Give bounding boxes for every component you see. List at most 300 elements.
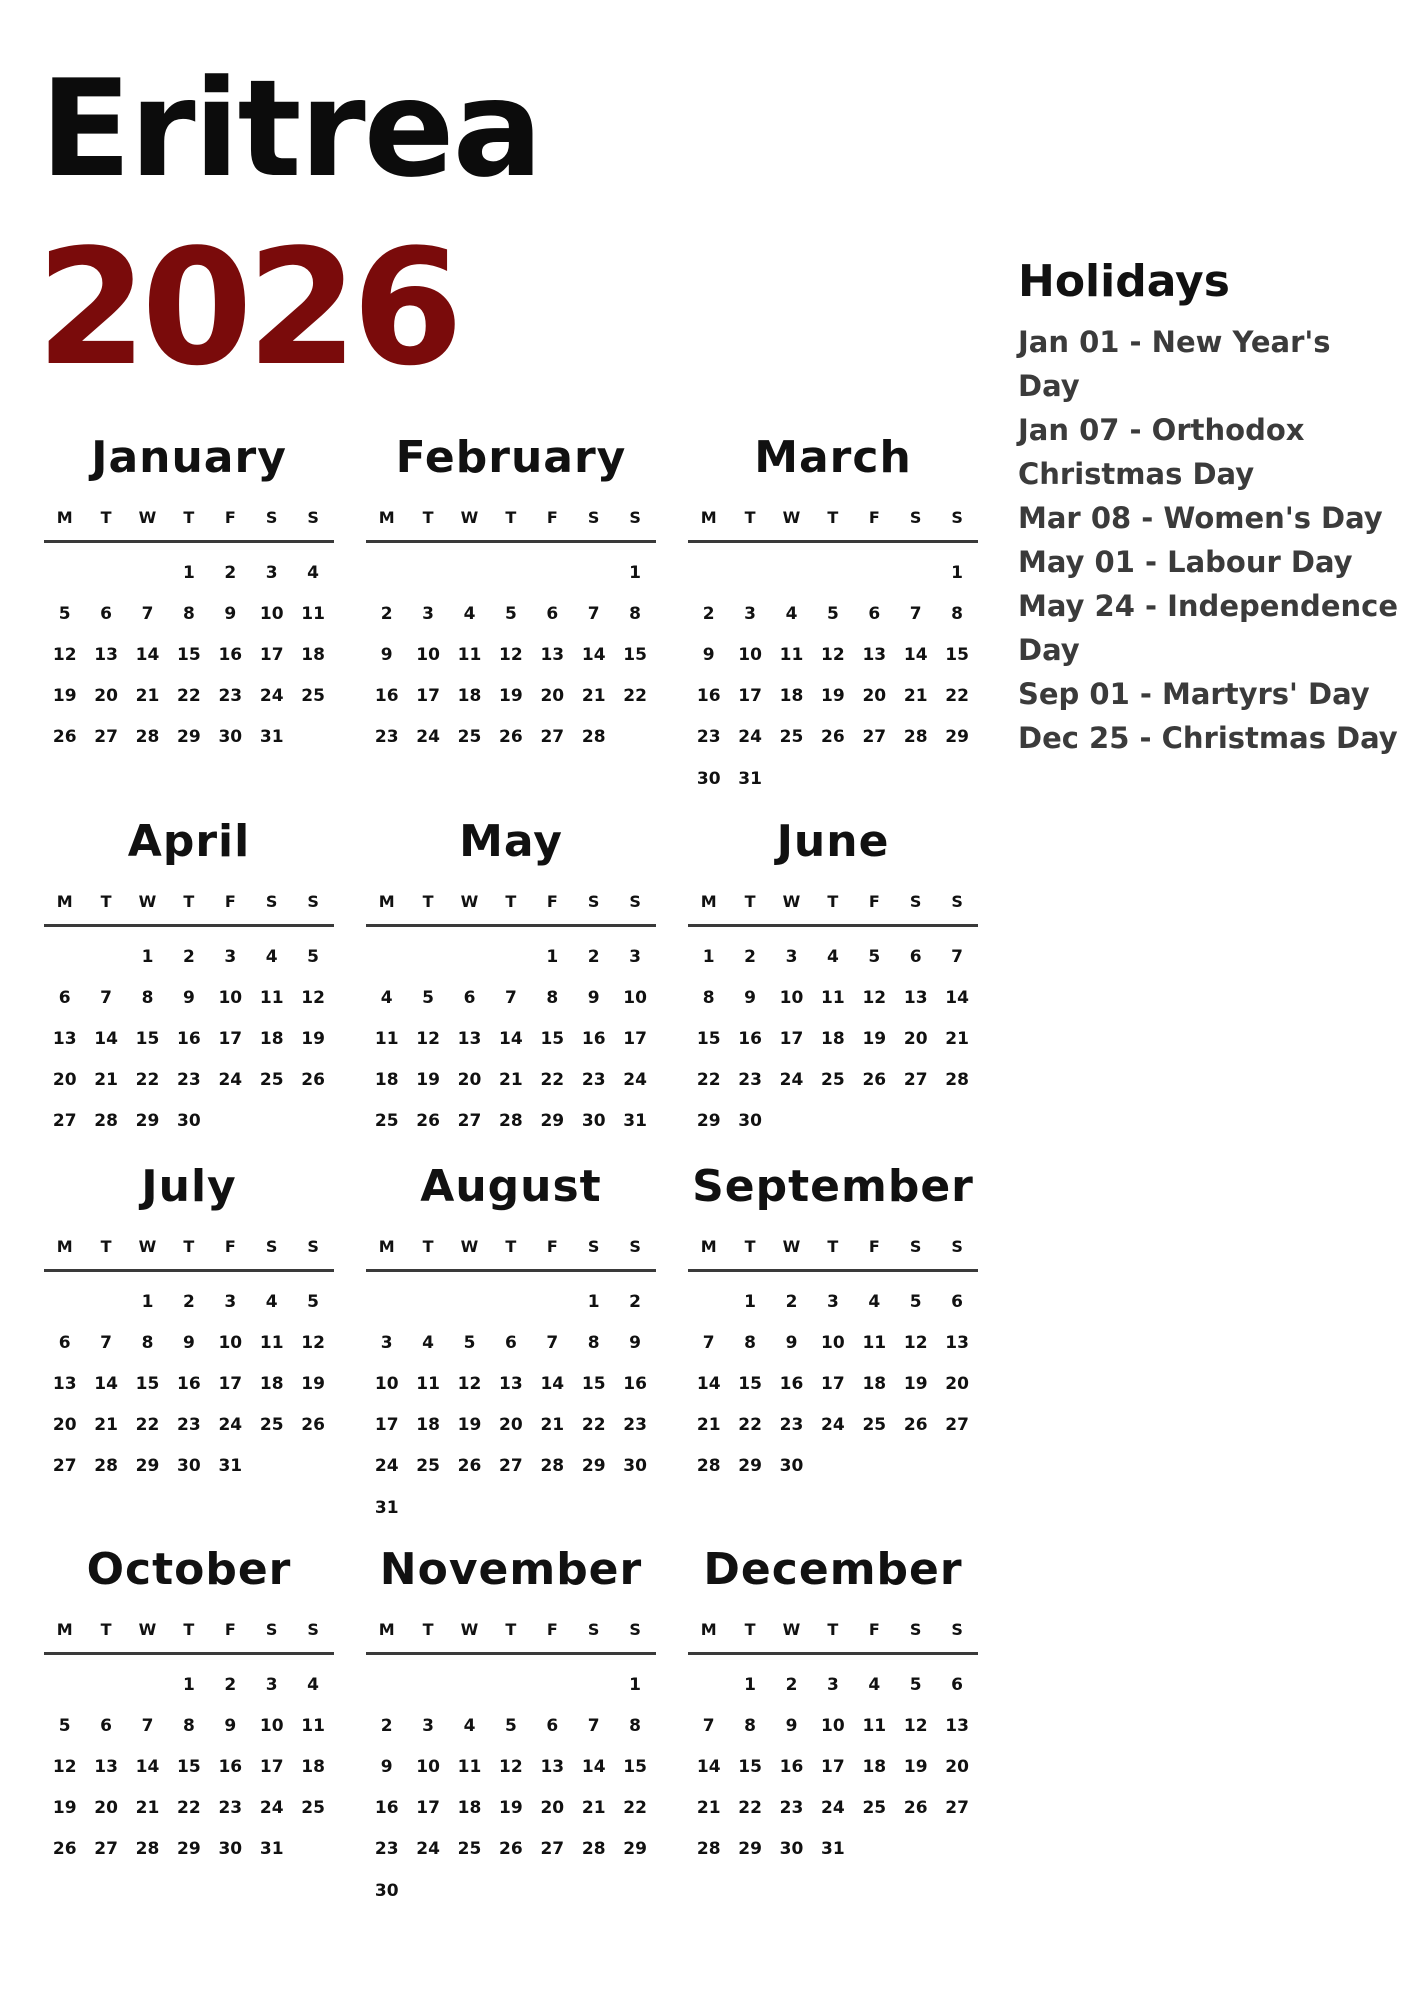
calendar-day: 17 bbox=[738, 686, 762, 706]
month-february bbox=[366, 430, 656, 790]
calendar-day: 25 bbox=[862, 1798, 887, 1818]
calendar-day: 15 bbox=[581, 1374, 606, 1394]
calendar-day: 8 bbox=[629, 1716, 641, 1736]
weekday-header: T bbox=[422, 1620, 434, 1639]
calendar-day: 20 bbox=[903, 1029, 928, 1049]
calendar-day: 6 bbox=[546, 604, 559, 624]
calendar-day: 2 bbox=[380, 1716, 393, 1736]
calendar-day: 12 bbox=[52, 645, 77, 665]
calendar-day: 13 bbox=[540, 645, 565, 665]
weekday-header: F bbox=[546, 1237, 558, 1256]
calendar-day: 11 bbox=[374, 1029, 399, 1049]
calendar-day: 4 bbox=[785, 604, 798, 624]
holiday-item: Mar 08 - Women's Day bbox=[1018, 501, 1383, 535]
weekday-header: S bbox=[307, 1237, 319, 1256]
weekday-header: T bbox=[744, 1237, 756, 1256]
calendar-day: 26 bbox=[301, 1415, 325, 1435]
calendar-day: 3 bbox=[265, 1675, 278, 1695]
calendar-day: 19 bbox=[301, 1374, 325, 1394]
header-divider bbox=[44, 924, 334, 927]
calendar-day: 31 bbox=[821, 1839, 845, 1859]
calendar-day: 23 bbox=[218, 1798, 243, 1818]
calendar-day: 12 bbox=[499, 645, 523, 665]
calendar-day: 22 bbox=[135, 1415, 160, 1435]
calendar-day: 18 bbox=[259, 1374, 284, 1394]
weekday-header: F bbox=[868, 892, 880, 911]
calendar-day: 4 bbox=[868, 1675, 881, 1695]
calendar-day: 27 bbox=[540, 727, 565, 747]
calendar-day: 1 bbox=[951, 563, 963, 583]
calendar-day: 10 bbox=[218, 1333, 243, 1353]
calendar-day: 16 bbox=[218, 1757, 243, 1777]
calendar-day: 28 bbox=[499, 1111, 523, 1131]
weekday-header: M bbox=[56, 892, 73, 911]
header-divider bbox=[366, 1652, 656, 1655]
weekday-header: T bbox=[827, 1620, 839, 1639]
calendar-day: 3 bbox=[629, 947, 641, 967]
weekday-header: T bbox=[100, 1620, 112, 1639]
calendar-day: 2 bbox=[702, 604, 715, 624]
calendar-day: 1 bbox=[141, 947, 154, 967]
month-november bbox=[366, 1542, 656, 1902]
calendar-day: 1 bbox=[702, 947, 715, 967]
calendar-day: 21 bbox=[94, 1070, 118, 1090]
weekday-header: W bbox=[460, 1237, 479, 1256]
calendar-day: 7 bbox=[951, 947, 963, 967]
weekday-header: S bbox=[265, 508, 278, 527]
calendar-day: 10 bbox=[738, 645, 762, 665]
calendar-day: 1 bbox=[546, 947, 559, 967]
weekday-header: W bbox=[138, 508, 157, 527]
calendar-day: 25 bbox=[862, 1415, 887, 1435]
calendar-day: 3 bbox=[422, 1716, 434, 1736]
calendar-day: 13 bbox=[945, 1333, 969, 1353]
weekday-header: S bbox=[951, 1237, 963, 1256]
weekday-header: S bbox=[909, 1620, 922, 1639]
calendar-day: 13 bbox=[94, 1757, 118, 1777]
calendar-day: 29 bbox=[135, 1456, 160, 1476]
month-name: August bbox=[420, 1161, 602, 1212]
calendar-day: 27 bbox=[94, 1839, 118, 1859]
calendar-day: 22 bbox=[945, 686, 969, 706]
calendar-day: 27 bbox=[862, 727, 887, 747]
month-august bbox=[366, 1159, 656, 1519]
year-title: 2026 bbox=[36, 214, 458, 401]
calendar-day: 9 bbox=[224, 604, 237, 624]
calendar-day: 17 bbox=[623, 1029, 647, 1049]
weekday-header: T bbox=[744, 892, 756, 911]
calendar-day: 6 bbox=[58, 1333, 71, 1353]
calendar-day: 28 bbox=[696, 1839, 721, 1859]
calendar-day: 19 bbox=[52, 1798, 77, 1818]
calendar-day: 11 bbox=[259, 1333, 284, 1353]
calendar-day: 31 bbox=[623, 1111, 647, 1131]
calendar-day: 14 bbox=[696, 1374, 721, 1394]
calendar-day: 26 bbox=[903, 1798, 928, 1818]
calendar-day: 13 bbox=[457, 1029, 482, 1049]
calendar-day: 12 bbox=[457, 1374, 482, 1394]
weekday-header: T bbox=[827, 892, 839, 911]
calendar-day: 14 bbox=[135, 1757, 160, 1777]
calendar-day: 25 bbox=[259, 1070, 284, 1090]
calendar-day: 14 bbox=[94, 1374, 118, 1394]
calendar-day: 13 bbox=[903, 988, 928, 1008]
calendar-day: 30 bbox=[738, 1111, 762, 1131]
calendar-day: 16 bbox=[779, 1374, 804, 1394]
calendar-day: 23 bbox=[779, 1415, 804, 1435]
calendar-day: 10 bbox=[416, 645, 440, 665]
calendar-day: 4 bbox=[307, 563, 319, 583]
calendar-day: 5 bbox=[909, 1675, 922, 1695]
calendar-day: 29 bbox=[581, 1456, 606, 1476]
calendar-day: 27 bbox=[94, 727, 118, 747]
calendar-day: 14 bbox=[581, 645, 606, 665]
calendar-day: 6 bbox=[100, 1716, 112, 1736]
weekday-header: S bbox=[307, 1620, 319, 1639]
weekday-header: S bbox=[587, 508, 600, 527]
weekday-header: F bbox=[224, 508, 236, 527]
calendar-day: 17 bbox=[821, 1374, 845, 1394]
calendar-day: 19 bbox=[862, 1029, 887, 1049]
weekday-header: W bbox=[138, 1237, 157, 1256]
calendar-day: 11 bbox=[416, 1374, 440, 1394]
weekday-header: W bbox=[782, 508, 801, 527]
calendar-day: 5 bbox=[422, 988, 434, 1008]
calendar-day: 29 bbox=[135, 1111, 160, 1131]
weekday-header: S bbox=[265, 1237, 278, 1256]
calendar-day: 6 bbox=[868, 604, 881, 624]
country-title: Eritrea bbox=[40, 51, 541, 207]
calendar-day: 1 bbox=[182, 563, 195, 583]
calendar-day: 23 bbox=[779, 1798, 804, 1818]
calendar-day: 26 bbox=[52, 727, 77, 747]
weekday-header: M bbox=[56, 508, 73, 527]
calendar-day: 3 bbox=[826, 1675, 839, 1695]
calendar-day: 20 bbox=[945, 1374, 969, 1394]
weekday-header: M bbox=[378, 1237, 395, 1256]
month-name: December bbox=[703, 1544, 963, 1595]
calendar-day: 6 bbox=[463, 988, 476, 1008]
calendar-day: 19 bbox=[903, 1757, 928, 1777]
calendar-day: 11 bbox=[457, 1757, 482, 1777]
weekday-header: S bbox=[629, 1237, 641, 1256]
calendar-day: 7 bbox=[141, 604, 154, 624]
weekday-header: F bbox=[546, 508, 558, 527]
calendar-day: 15 bbox=[738, 1757, 762, 1777]
header-divider bbox=[688, 1652, 978, 1655]
calendar-day: 5 bbox=[307, 1292, 319, 1312]
calendar-day: 2 bbox=[785, 1292, 798, 1312]
calendar-day: 20 bbox=[52, 1415, 77, 1435]
calendar-day: 11 bbox=[301, 1716, 325, 1736]
calendar-day: 8 bbox=[744, 1716, 756, 1736]
weekday-header: M bbox=[378, 508, 395, 527]
calendar-day: 20 bbox=[540, 686, 565, 706]
calendar-day: 9 bbox=[785, 1716, 798, 1736]
weekday-header: W bbox=[138, 892, 157, 911]
calendar-day: 30 bbox=[218, 727, 243, 747]
holiday-item: May 24 - Independence Day bbox=[1018, 589, 1398, 667]
weekday-header: W bbox=[782, 1237, 801, 1256]
calendar-day: 15 bbox=[945, 645, 969, 665]
weekday-header: T bbox=[100, 892, 112, 911]
calendar-day: 5 bbox=[463, 1333, 476, 1353]
weekday-header: S bbox=[265, 1620, 278, 1639]
calendar-day: 14 bbox=[94, 1029, 118, 1049]
weekday-header: T bbox=[744, 1620, 756, 1639]
calendar-day: 25 bbox=[301, 1798, 325, 1818]
calendar-day: 23 bbox=[623, 1415, 647, 1435]
calendar-day: 18 bbox=[259, 1029, 284, 1049]
calendar-day: 3 bbox=[265, 563, 278, 583]
calendar-day: 7 bbox=[702, 1716, 715, 1736]
calendar-day: 2 bbox=[629, 1292, 641, 1312]
weekday-header: M bbox=[700, 1620, 717, 1639]
calendar-day: 28 bbox=[945, 1070, 969, 1090]
calendar-day: 15 bbox=[177, 1757, 201, 1777]
calendar-day: 22 bbox=[738, 1798, 762, 1818]
calendar-day: 18 bbox=[301, 645, 325, 665]
calendar-day: 17 bbox=[779, 1029, 804, 1049]
calendar-day: 10 bbox=[218, 988, 243, 1008]
calendar-day: 20 bbox=[540, 1798, 565, 1818]
calendar-day: 25 bbox=[416, 1456, 440, 1476]
calendar-day: 19 bbox=[499, 1798, 523, 1818]
calendar-day: 20 bbox=[862, 686, 887, 706]
calendar-day: 28 bbox=[94, 1111, 118, 1131]
weekday-header: S bbox=[587, 892, 600, 911]
calendar-day: 8 bbox=[182, 1716, 195, 1736]
calendar-day: 5 bbox=[504, 604, 517, 624]
weekday-header: S bbox=[951, 892, 963, 911]
calendar-day: 5 bbox=[826, 604, 839, 624]
month-name: September bbox=[692, 1161, 974, 1212]
calendar-day: 19 bbox=[499, 686, 523, 706]
calendar-day: 30 bbox=[696, 769, 721, 789]
calendar-day: 24 bbox=[821, 1798, 845, 1818]
calendar-day: 1 bbox=[182, 1675, 195, 1695]
calendar-day: 10 bbox=[821, 1716, 845, 1736]
calendar-day: 12 bbox=[903, 1333, 928, 1353]
calendar-day: 17 bbox=[416, 686, 440, 706]
calendar-day: 13 bbox=[94, 645, 118, 665]
weekday-header: F bbox=[224, 892, 236, 911]
calendar-day: 12 bbox=[301, 1333, 325, 1353]
calendar-day: 12 bbox=[903, 1716, 928, 1736]
weekday-header: T bbox=[827, 1237, 839, 1256]
calendar-day: 17 bbox=[218, 1029, 243, 1049]
calendar-day: 30 bbox=[177, 1111, 201, 1131]
calendar-day: 2 bbox=[224, 1675, 237, 1695]
calendar-day: 18 bbox=[457, 1798, 482, 1818]
calendar-day: 11 bbox=[457, 645, 482, 665]
calendar-day: 26 bbox=[457, 1456, 482, 1476]
month-name: May bbox=[459, 816, 563, 867]
calendar-day: 22 bbox=[581, 1415, 606, 1435]
calendar-day: 2 bbox=[182, 1292, 195, 1312]
calendar-day: 22 bbox=[135, 1070, 160, 1090]
calendar-day: 4 bbox=[826, 947, 839, 967]
weekday-header: W bbox=[782, 1620, 801, 1639]
calendar-day: 10 bbox=[821, 1333, 845, 1353]
calendar-day: 21 bbox=[581, 686, 606, 706]
weekday-header: F bbox=[546, 892, 558, 911]
calendar-day: 20 bbox=[945, 1757, 969, 1777]
weekday-header: F bbox=[224, 1237, 236, 1256]
calendar-day: 29 bbox=[696, 1111, 721, 1131]
calendar-day: 4 bbox=[307, 1675, 319, 1695]
weekday-header: T bbox=[505, 1620, 517, 1639]
calendar-day: 17 bbox=[374, 1415, 399, 1435]
calendar-day: 5 bbox=[58, 604, 71, 624]
calendar-day: 9 bbox=[380, 1757, 393, 1777]
calendar-day: 18 bbox=[779, 686, 804, 706]
calendar-day: 7 bbox=[100, 1333, 112, 1353]
calendar-day: 11 bbox=[779, 645, 804, 665]
weekday-header: T bbox=[505, 1237, 517, 1256]
calendar-day: 21 bbox=[499, 1070, 523, 1090]
header-divider bbox=[688, 540, 978, 543]
calendar-day: 18 bbox=[862, 1757, 887, 1777]
calendar-day: 14 bbox=[499, 1029, 523, 1049]
month-october bbox=[44, 1542, 334, 1902]
calendar-day: 8 bbox=[629, 604, 641, 624]
calendar-day: 7 bbox=[141, 1716, 154, 1736]
header-divider bbox=[44, 1269, 334, 1272]
weekday-header: M bbox=[700, 1237, 717, 1256]
calendar-day: 25 bbox=[301, 686, 325, 706]
calendar-day: 24 bbox=[623, 1070, 647, 1090]
weekday-header: S bbox=[307, 892, 319, 911]
calendar-day: 18 bbox=[457, 686, 482, 706]
calendar-day: 6 bbox=[100, 604, 112, 624]
calendar-day: 16 bbox=[738, 1029, 762, 1049]
calendar-day: 26 bbox=[499, 727, 523, 747]
calendar-day: 26 bbox=[416, 1111, 440, 1131]
calendar-day: 5 bbox=[504, 1716, 517, 1736]
month-name: June bbox=[776, 816, 890, 867]
calendar-day: 9 bbox=[182, 988, 195, 1008]
calendar-day: 19 bbox=[821, 686, 845, 706]
calendar-day: 1 bbox=[744, 1675, 756, 1695]
weekday-header: F bbox=[224, 1620, 236, 1639]
month-name: January bbox=[91, 432, 287, 483]
calendar-day: 10 bbox=[374, 1374, 399, 1394]
calendar-day: 21 bbox=[945, 1029, 969, 1049]
weekday-header: T bbox=[422, 508, 434, 527]
calendar-day: 27 bbox=[903, 1070, 928, 1090]
calendar-day: 23 bbox=[177, 1415, 201, 1435]
weekday-header: T bbox=[505, 508, 517, 527]
calendar-day: 24 bbox=[259, 1798, 284, 1818]
calendar-day: 17 bbox=[218, 1374, 243, 1394]
calendar-day: 24 bbox=[779, 1070, 804, 1090]
calendar-day: 23 bbox=[738, 1070, 762, 1090]
calendar-day: 9 bbox=[380, 645, 393, 665]
calendar-day: 2 bbox=[380, 604, 393, 624]
calendar-day: 17 bbox=[259, 645, 284, 665]
calendar-day: 8 bbox=[702, 988, 715, 1008]
month-name: October bbox=[86, 1544, 292, 1595]
calendar-day: 10 bbox=[779, 988, 804, 1008]
calendar-day: 24 bbox=[416, 1839, 440, 1859]
calendar-day: 24 bbox=[738, 727, 762, 747]
weekday-header: M bbox=[56, 1620, 73, 1639]
calendar-day: 12 bbox=[416, 1029, 440, 1049]
calendar-day: 30 bbox=[779, 1456, 804, 1476]
calendar-day: 21 bbox=[696, 1415, 721, 1435]
weekday-header: S bbox=[629, 508, 641, 527]
calendar-day: 24 bbox=[821, 1415, 845, 1435]
holiday-item: May 01 - Labour Day bbox=[1018, 545, 1353, 579]
calendar-day: 23 bbox=[374, 1839, 399, 1859]
calendar-day: 1 bbox=[629, 1675, 641, 1695]
header-divider bbox=[44, 1652, 334, 1655]
calendar-day: 27 bbox=[52, 1111, 77, 1131]
calendar-day: 12 bbox=[862, 988, 887, 1008]
weekday-header: T bbox=[827, 508, 839, 527]
calendar-day: 30 bbox=[581, 1111, 606, 1131]
calendar-day: 4 bbox=[422, 1333, 434, 1353]
calendar-day: 3 bbox=[826, 1292, 839, 1312]
calendar-day: 30 bbox=[177, 1456, 201, 1476]
calendar-day: 3 bbox=[422, 604, 434, 624]
calendar-day: 13 bbox=[540, 1757, 565, 1777]
calendar-day: 9 bbox=[224, 1716, 237, 1736]
calendar-day: 21 bbox=[135, 1798, 160, 1818]
weekday-header: S bbox=[909, 508, 922, 527]
calendar-day: 20 bbox=[499, 1415, 523, 1435]
calendar-day: 13 bbox=[52, 1374, 77, 1394]
calendar-day: 8 bbox=[546, 988, 559, 1008]
calendar-day: 12 bbox=[301, 988, 325, 1008]
calendar-day: 25 bbox=[779, 727, 804, 747]
calendar-day: 17 bbox=[416, 1798, 440, 1818]
calendar-day: 22 bbox=[738, 1415, 762, 1435]
calendar-day: 4 bbox=[265, 1292, 278, 1312]
calendar-day: 26 bbox=[903, 1415, 928, 1435]
calendar-day: 8 bbox=[951, 604, 963, 624]
calendar-day: 13 bbox=[499, 1374, 523, 1394]
header-divider bbox=[688, 924, 978, 927]
calendar-day: 6 bbox=[58, 988, 71, 1008]
calendar-day: 19 bbox=[52, 686, 77, 706]
calendar-day: 10 bbox=[259, 1716, 284, 1736]
calendar-day: 22 bbox=[177, 1798, 201, 1818]
calendar-day: 28 bbox=[94, 1456, 118, 1476]
calendar-day: 4 bbox=[380, 988, 393, 1008]
calendar-day: 15 bbox=[696, 1029, 721, 1049]
calendar-day: 16 bbox=[623, 1374, 647, 1394]
calendar-day: 27 bbox=[945, 1415, 969, 1435]
calendar-day: 1 bbox=[587, 1292, 600, 1312]
calendar-day: 2 bbox=[785, 1675, 798, 1695]
calendar-day: 3 bbox=[744, 604, 756, 624]
calendar-day: 14 bbox=[135, 645, 160, 665]
weekday-header: F bbox=[868, 1237, 880, 1256]
weekday-header: T bbox=[100, 508, 112, 527]
weekday-header: S bbox=[587, 1620, 600, 1639]
header-divider bbox=[688, 1269, 978, 1272]
calendar-day: 18 bbox=[862, 1374, 887, 1394]
holidays-heading: Holidays bbox=[1018, 256, 1230, 307]
calendar-day: 14 bbox=[540, 1374, 565, 1394]
calendar-day: 6 bbox=[504, 1333, 517, 1353]
calendar-day: 15 bbox=[540, 1029, 565, 1049]
weekday-header: M bbox=[378, 892, 395, 911]
weekday-header: M bbox=[378, 1620, 395, 1639]
calendar-day: 27 bbox=[540, 1839, 565, 1859]
